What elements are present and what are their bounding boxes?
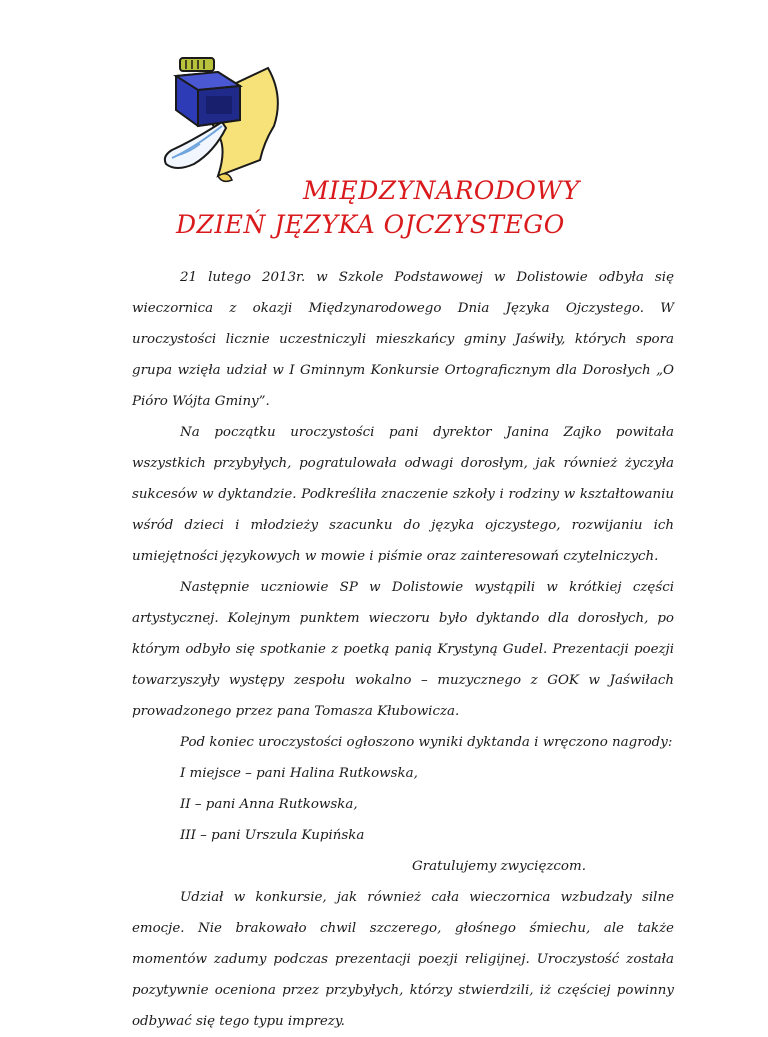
title-line-2: DZIEŃ JĘZYKA OJCZYSTEGO [176,210,565,239]
inkwell-quill-parchment-icon [160,52,286,184]
title-line-1: MIĘDZYNARODOWY [303,176,580,205]
paragraph-closing: Udział w konkursie, jak również cała wieczornica wzbudzały silne emocje. Nie brakowało chwil szczerego, głośnego śmiechu, ale także momentów zadumy podczas prezentacji poezji religijnej. Uroczystość została pozytywnie oceniona przez przybyłych, którzy stwierdzili, iż częściej powinny odbywać się tego typu imprezy. [132,890,674,1029]
article-body [132,262,674,1037]
congratulations-line: Gratulujemy zwycięzcom. [412,859,586,874]
paragraph-program: Następnie uczniowie SP w Dolistowie wystąpili w krótkiej części artystycznej. Kolejnym punktem wieczoru było dyktando dla dorosłych, po którym odbyło się spotkanie z poetką panią Krystyną Gudel. Prezentacji poezji towarzyszyły występy zespołu wokalno – muzycznego z GOK w Jaświłach prowadzonego przez pana Tomasza Kłubowicza. [132,580,674,719]
paragraph-opening: Na początku uroczystości pani dyrektor Janina Zajko powitała wszystkich przybyłych, pogratulowała odwagi dorosłym, jak również życzyła sukcesów w dyktandzie. Podkreśliła znaczenie szkoły i rodziny w kształtowaniu wśród dzieci i młodzieży szacunku do języka ojczystego, rozwijaniu ich umiejętności językowych w mowie i piśmie oraz zainteresowań czytelniczych. [132,425,674,564]
paragraph-intro: 21 lutego 2013r. w Szkole Podstawowej w Dolistowie odbyła się wieczornica z okazji Międzynarodowego Dnia Języka Ojczystego. W uroczystości licznie uczestniczyli mieszkańcy gminy Jaświły, których spora grupa wzięła udział w I Gminnym Konkursie Ortograficznym dla Dorosłych „O Pióro Wójta Gminy”. [132,270,674,409]
award-third-place: III – pani Urszula Kupińska [180,828,365,843]
results-intro: Pod koniec uroczystości ogłoszono wyniki dyktanda i wręczono nagrody: [180,735,673,750]
award-first-place: I miejsce – pani Halina Rutkowska, [180,766,418,781]
award-second-place: II – pani Anna Rutkowska, [180,797,358,812]
